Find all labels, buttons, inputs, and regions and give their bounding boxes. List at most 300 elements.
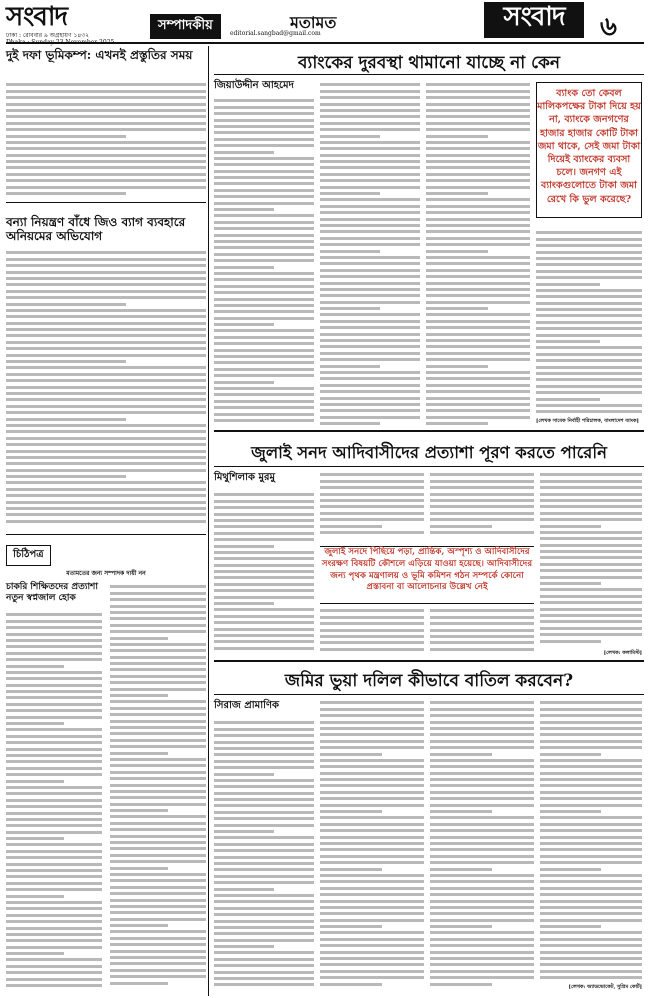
text-line	[426, 96, 530, 99]
text-line	[320, 486, 424, 489]
text-line	[426, 186, 530, 189]
divider	[6, 202, 206, 203]
text-line	[540, 976, 642, 979]
text-line	[540, 493, 642, 496]
text-line	[540, 746, 642, 749]
text-line	[540, 874, 642, 877]
text-line	[110, 649, 206, 652]
text-line	[110, 905, 206, 908]
text-line	[540, 550, 642, 553]
text-line	[320, 237, 420, 240]
text-line	[110, 822, 206, 825]
article-2-col-4	[540, 470, 642, 648]
text-line	[426, 230, 530, 233]
text-line	[540, 963, 642, 966]
text-line	[6, 805, 102, 808]
text-line	[540, 633, 642, 636]
text-line	[6, 843, 102, 846]
text-line	[540, 627, 642, 630]
text-line	[540, 823, 642, 826]
text-line	[110, 930, 206, 933]
editorial-2-title: বন্যা নিয়ন্ত্রণ বাঁধে জিও ব্যাগ ব্যবহারে অনিয়মের অভিযোগ	[6, 215, 186, 243]
text-line	[6, 735, 102, 738]
text-line	[320, 518, 424, 521]
text-line	[540, 893, 642, 896]
text-line	[6, 258, 206, 261]
article-1-col-3	[426, 80, 530, 426]
text-line	[536, 270, 642, 273]
text-line	[430, 983, 492, 986]
text-line	[426, 147, 530, 150]
text-line	[6, 328, 206, 331]
text-line	[320, 810, 382, 813]
text-line	[110, 777, 206, 780]
text-line	[6, 728, 102, 731]
text-line	[110, 720, 206, 723]
text-line	[110, 867, 168, 870]
text-line	[214, 381, 274, 384]
text-line	[214, 779, 314, 782]
text-line	[6, 703, 102, 706]
text-line	[214, 741, 314, 744]
text-line	[320, 861, 424, 864]
text-line	[320, 880, 424, 883]
text-line	[426, 377, 530, 380]
text-line	[6, 122, 206, 125]
text-line	[426, 403, 530, 406]
text-line	[6, 430, 206, 433]
article-3-byline: সিরাজ প্রামাণিক	[214, 700, 280, 711]
text-line	[6, 334, 206, 337]
text-line	[214, 811, 314, 814]
text-line	[320, 250, 380, 253]
text-line	[320, 797, 424, 800]
text-line	[430, 512, 534, 515]
text-line	[6, 360, 126, 363]
text-line	[6, 494, 206, 497]
text-line	[430, 641, 534, 644]
text-line	[214, 728, 314, 731]
text-lines	[320, 609, 424, 650]
text-line	[540, 772, 642, 775]
text-line	[320, 701, 424, 704]
text-line	[6, 354, 206, 357]
text-line	[6, 946, 102, 949]
text-line	[6, 154, 206, 157]
text-line	[320, 192, 380, 195]
text-line	[6, 141, 206, 144]
text-line	[320, 874, 424, 877]
text-line	[110, 924, 168, 927]
text-line	[110, 739, 206, 742]
text-line	[214, 266, 274, 269]
text-line	[430, 874, 534, 877]
text-line	[320, 957, 424, 960]
text-line	[430, 842, 534, 845]
text-line	[214, 836, 314, 839]
text-line	[320, 622, 424, 625]
text-lines	[6, 251, 206, 522]
text-line	[540, 829, 642, 832]
text-line	[536, 289, 642, 292]
text-line	[430, 753, 492, 756]
text-line	[536, 385, 642, 388]
text-line	[320, 83, 420, 86]
text-line	[214, 932, 314, 935]
text-line	[6, 792, 102, 795]
divider	[214, 660, 644, 662]
text-line	[214, 856, 314, 859]
text-line	[214, 926, 314, 929]
text-line	[110, 585, 206, 588]
text-line	[6, 469, 206, 472]
text-line	[426, 371, 530, 374]
text-line	[430, 836, 534, 839]
text-line	[430, 912, 534, 915]
text-lines	[320, 701, 424, 985]
text-line	[110, 726, 206, 729]
text-line	[536, 359, 642, 362]
text-line	[214, 195, 314, 198]
text-line	[6, 309, 206, 312]
text-line	[214, 564, 314, 567]
text-line	[214, 817, 314, 820]
text-line	[430, 816, 534, 819]
text-line	[426, 358, 530, 361]
text-line	[426, 211, 530, 214]
text-line	[430, 804, 534, 807]
text-line	[320, 919, 424, 922]
text-line	[6, 933, 102, 936]
text-line	[320, 772, 424, 775]
text-line	[6, 786, 102, 789]
text-line	[214, 336, 314, 339]
text-line	[214, 951, 314, 954]
text-line	[536, 302, 642, 305]
text-line	[320, 198, 420, 201]
text-line	[320, 403, 420, 406]
text-line	[426, 166, 530, 169]
text-line	[6, 677, 102, 680]
text-line	[320, 352, 420, 355]
text-line	[536, 334, 642, 337]
text-line	[6, 166, 206, 169]
text-line	[110, 630, 206, 633]
text-line	[320, 708, 424, 711]
text-line	[426, 128, 530, 131]
text-line	[6, 315, 206, 318]
text-line	[430, 944, 534, 947]
text-line	[214, 240, 314, 243]
text-line	[540, 480, 642, 483]
text-line	[214, 278, 314, 281]
text-line	[110, 700, 206, 703]
text-line	[214, 272, 314, 275]
text-line	[214, 234, 314, 237]
page-number: ৬	[600, 12, 617, 42]
article-2-col-3	[430, 470, 534, 540]
text-line	[540, 601, 642, 604]
text-line	[6, 939, 102, 942]
text-line	[426, 339, 530, 342]
text-line	[214, 920, 314, 923]
text-line	[540, 531, 642, 534]
text-line	[6, 192, 126, 195]
text-line	[536, 410, 642, 413]
text-line	[426, 205, 530, 208]
text-line	[320, 301, 420, 304]
text-line	[110, 828, 206, 831]
article-2-col-3b	[430, 606, 534, 656]
text-line	[110, 943, 206, 946]
text-line	[6, 411, 206, 414]
text-line	[320, 416, 420, 419]
text-line	[426, 326, 530, 329]
text-line	[214, 406, 314, 409]
letter-1-title: চাকরি শিক্ষিতদের প্রত্যাশা নতুন স্বপ্নজাল হোক	[6, 582, 98, 603]
text-line	[110, 605, 206, 608]
text-line	[6, 639, 102, 642]
text-line	[214, 317, 314, 320]
text-line	[6, 186, 206, 189]
text-line	[540, 791, 642, 794]
text-line	[110, 611, 206, 614]
text-line	[320, 345, 420, 348]
text-line	[536, 295, 642, 298]
text-line	[320, 759, 424, 762]
text-line	[320, 186, 420, 189]
text-line	[540, 970, 642, 973]
text-line	[320, 115, 420, 118]
text-line	[6, 958, 102, 961]
text-line	[540, 721, 642, 724]
newspaper-logo-left: সংবাদ	[6, 2, 68, 32]
text-line	[214, 144, 314, 147]
text-line	[6, 984, 102, 987]
text-line	[320, 635, 424, 638]
text-line	[214, 983, 314, 986]
text-line	[214, 628, 314, 631]
text-line	[6, 366, 206, 369]
text-line	[214, 361, 314, 364]
text-line	[320, 609, 424, 612]
text-line	[430, 473, 534, 476]
text-line	[6, 971, 102, 974]
text-line	[426, 135, 488, 138]
text-line	[214, 964, 314, 967]
text-line	[6, 613, 102, 616]
text-line	[426, 333, 530, 336]
text-line	[214, 958, 314, 961]
article-3-col-3	[430, 698, 534, 992]
text-line	[540, 518, 642, 521]
text-line	[320, 944, 424, 947]
text-line	[320, 224, 420, 227]
text-line	[6, 799, 102, 802]
text-line	[6, 626, 102, 629]
text-line	[320, 141, 420, 144]
text-line	[540, 944, 642, 947]
text-line	[214, 647, 314, 650]
text-line	[536, 372, 642, 375]
text-line	[430, 855, 534, 858]
text-line	[320, 648, 424, 651]
text-line	[6, 456, 206, 459]
text-line	[6, 160, 206, 163]
text-line	[6, 645, 102, 648]
text-line	[6, 135, 126, 138]
text-line	[110, 835, 206, 838]
text-line	[430, 525, 492, 528]
text-line	[214, 843, 314, 846]
text-line	[540, 614, 642, 617]
text-line	[214, 881, 314, 884]
text-line	[320, 397, 420, 400]
text-line	[426, 262, 530, 265]
text-line	[6, 818, 102, 821]
text-line	[214, 634, 314, 637]
text-line	[6, 671, 102, 674]
text-line	[540, 640, 601, 643]
text-line	[426, 250, 488, 253]
text-line	[6, 652, 102, 655]
text-line	[536, 391, 642, 394]
text-line	[6, 179, 206, 182]
text-line	[110, 809, 168, 812]
text-line	[6, 513, 206, 516]
text-line	[540, 836, 642, 839]
text-line	[540, 842, 642, 845]
text-line	[540, 900, 642, 903]
text-line	[320, 288, 420, 291]
text-line	[110, 771, 206, 774]
text-line	[540, 778, 642, 781]
text-line	[320, 714, 424, 717]
text-line	[430, 848, 534, 851]
text-line	[426, 237, 530, 240]
text-line	[320, 262, 420, 265]
letter-1-body	[6, 610, 102, 990]
text-line	[320, 275, 420, 278]
text-line	[320, 147, 420, 150]
text-line	[426, 160, 530, 163]
text-line	[320, 179, 420, 182]
text-line	[110, 662, 206, 665]
text-line	[214, 804, 314, 807]
text-line	[540, 797, 642, 800]
text-line	[110, 982, 168, 985]
text-line	[320, 90, 420, 93]
divider	[214, 74, 644, 75]
text-line	[430, 616, 534, 619]
text-line	[320, 784, 424, 787]
text-line	[6, 665, 64, 668]
text-line	[320, 377, 420, 380]
text-line	[540, 919, 642, 922]
text-line	[320, 505, 424, 508]
text-line	[426, 218, 530, 221]
divider	[6, 534, 206, 535]
text-line	[540, 868, 601, 871]
column-rule	[208, 46, 209, 996]
text-line	[320, 218, 420, 221]
text-line	[426, 416, 530, 419]
text-line	[320, 211, 420, 214]
text-line	[6, 322, 206, 325]
text-line	[430, 505, 534, 508]
text-line	[214, 583, 314, 586]
text-line	[320, 816, 424, 819]
text-line	[214, 112, 314, 115]
text-line	[214, 419, 314, 422]
text-line	[426, 198, 530, 201]
editorial-2-body	[6, 248, 206, 528]
text-line	[6, 722, 64, 725]
text-line	[540, 880, 642, 883]
text-line	[430, 746, 534, 749]
text-line	[6, 501, 206, 504]
text-line	[214, 163, 314, 166]
text-line	[430, 778, 534, 781]
text-line	[6, 767, 102, 770]
text-line	[426, 307, 488, 310]
text-line	[6, 481, 206, 484]
text-line	[540, 563, 642, 566]
text-line	[426, 141, 530, 144]
text-line	[426, 115, 530, 118]
text-line	[214, 721, 314, 724]
text-line	[110, 841, 206, 844]
text-line	[214, 500, 314, 503]
text-line	[540, 740, 642, 743]
text-line	[214, 525, 314, 528]
text-line	[536, 283, 600, 286]
page-title: মতামত	[290, 13, 337, 32]
text-line	[214, 576, 314, 579]
text-line	[320, 525, 382, 528]
text-line	[214, 596, 314, 599]
text-line	[110, 617, 206, 620]
text-line	[110, 847, 206, 850]
text-lines	[6, 83, 206, 195]
text-line	[6, 488, 206, 491]
text-line	[430, 861, 534, 864]
text-line	[430, 499, 534, 502]
text-line	[430, 629, 534, 632]
text-line	[320, 531, 424, 534]
text-line	[320, 842, 424, 845]
text-line	[6, 773, 102, 776]
text-line	[214, 202, 314, 205]
text-line	[214, 246, 314, 249]
text-line	[540, 925, 601, 928]
text-line	[426, 243, 530, 246]
text-line	[426, 384, 530, 387]
text-line	[6, 741, 102, 744]
text-line	[6, 760, 102, 763]
text-line	[6, 780, 64, 783]
text-line	[6, 888, 102, 891]
text-line	[214, 753, 314, 756]
text-line	[110, 624, 206, 627]
text-line	[214, 615, 314, 618]
text-line	[426, 173, 530, 176]
text-line	[6, 895, 64, 898]
text-line	[536, 251, 642, 254]
text-line	[214, 538, 314, 541]
text-line	[540, 733, 642, 736]
text-line	[320, 616, 424, 619]
